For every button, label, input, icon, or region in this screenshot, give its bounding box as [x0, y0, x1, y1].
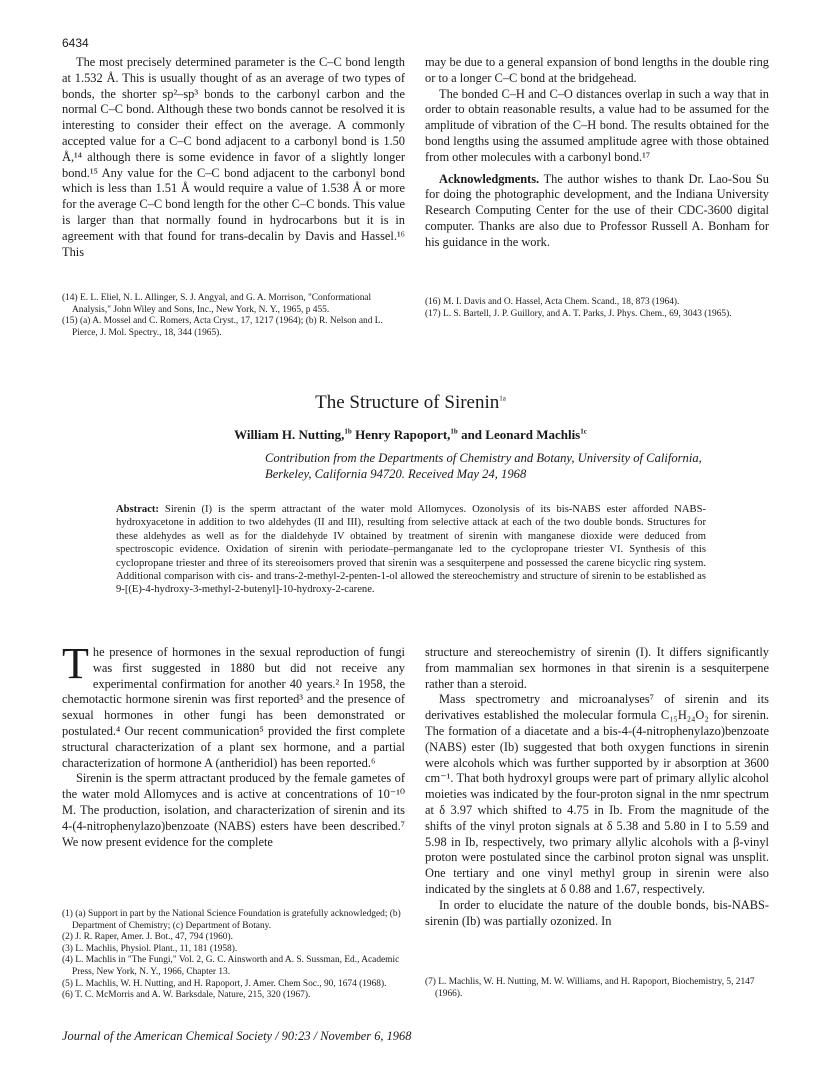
acknowledgments-heading: Acknowledgments.	[439, 171, 540, 186]
body-left-paragraph-2: Sirenin is the sperm attractant produced by the female gametes of the water mold Allomyces and is active at concentrations of 10⁻¹⁰ M. The production, isolation, and characterization of sirenin and its 4-(4-nitrophenylazo)benzoate (NABS) esters have been described.⁷ We now present evidence for the complete	[62, 771, 405, 849]
author-machlis: and Leonard Machlis	[461, 427, 581, 442]
footnote-3: (3) L. Machlis, Physiol. Plant., 11, 181 (1958).	[62, 943, 238, 954]
author-sup: 1b	[344, 427, 352, 436]
acknowledgments	[425, 172, 769, 251]
footnote-6: (6) T. C. McMorris and A. W. Barksdale, Nature, 215, 320 (1967).	[62, 990, 311, 1001]
body-right-paragraph-1: structure and stereochemistry of sirenin (I). It differs significantly from mammalian sex hormones in that sirenin is a sesquiterpene rather than a steroid.	[425, 645, 769, 691]
acknowledgments-text: The author wishes to thank Dr. Lao-Sou Su for doing the photographic development, and the Indiana University Research Computing Center for the use of their CDC-3600 digital computer. Thanks are also due to Professor Russell A. Bonham for his guidance in the work.	[425, 171, 769, 249]
author-sup: 1b	[450, 427, 458, 436]
author-rapoport: Henry Rapoport,	[355, 427, 451, 442]
footnote-17: (17) L. S. Bartell, J. P. Guillory, and A. T. Parks, J. Phys. Chem., 69, 3043 (1965).	[425, 308, 732, 319]
footnote-7: (7) L. Machlis, W. H. Nutting, M. W. Williams, and H. Rapoport, Biochemistry, 5, 2147 (1966).	[425, 977, 755, 999]
footnote-4: (4) L. Machlis in "The Fungi," Vol. 2, G. C. Ainsworth and A. S. Sussman, Ed., Academic Press, New York, N. Y., 1966, Chapter 13.	[62, 955, 400, 977]
body-right-footnotes	[425, 977, 769, 1000]
affiliation: Contribution from the Departments of Chemistry and Botany, University of California, Berkeley, California 94720. Received May 24, 1968	[265, 451, 702, 481]
body-left-footnotes	[62, 909, 405, 1002]
footnote-14: (14) E. L. Eliel, N. L. Allinger, S. J. Angyal, and G. A. Morrison, "Conformational Analysis," John Wiley and Sons, Inc., New York, N. Y., 1965, p 455.	[62, 293, 372, 315]
top-left-footnotes	[62, 293, 405, 339]
article-title	[0, 392, 821, 414]
body-right-column	[425, 645, 769, 929]
body-right-paragraph-2: Mass spectrometry and microanalyses⁷ of sirenin and its derivatives established the molecular formula C₁₅H₂₄O₂ for sirenin. The formation of a diacetate and a bis-4-(4-nitrophenylazo)benzoate (NABS) ester (Ib) suggested that both oxygen functions in sirenin were alcohols which was further supported by ir absorption at 3600 cm⁻¹. That both hydroxyl groups were part of primary allylic alcohol moieties was indicated by the four-proton signal in the nmr spectrum at δ 3.97 which shifted to 4.75 in Ib. From the magnitude of the shifts of the vinyl proton signals at δ 5.38 and 5.80 in I to 5.59 and 5.98 in Ib, respectively, two primary allylic alcohols with a β-vinyl proton were postulated since the carbinol proton signal was unsplit. One tertiary and one vinyl methyl group in sirenin were also indicated by the singlets at δ 0.88 and 1.67, respectively.	[425, 692, 769, 896]
top-right-paragraph-2: The bonded C–H and C–O distances overlap in such a way that in order to obtain reasonable results, a value had to be assumed for the amplitude of vibration of the C–H bond. The results obtained for the bond lengths using the assumed amplitude agree with those obtained from other molecules with a carbonyl bond.¹⁷	[425, 86, 769, 164]
body-left-column	[62, 639, 405, 850]
abstract	[116, 503, 706, 597]
footnote-1: (1) (a) Support in part by the National Science Foundation is gratefully acknowledged; (b) Department of Chemistry; (c) Department of Botany.	[62, 909, 401, 931]
footnote-2: (2) J. R. Raper, Amer. J. Bot., 47, 794 (1960).	[62, 932, 233, 943]
author-nutting: William H. Nutting,	[234, 427, 345, 442]
page-number: 6434	[62, 36, 89, 50]
author-sup: 1c	[580, 427, 587, 436]
top-left-column	[62, 55, 405, 260]
body-left-paragraph-1-text: he presence of hormones in the sexual reproduction of fungi was first suggested in 1880 but did not receive any experimental confirmation for another 40 years.² In 1958, the chemotactic hormone sirenin was first reported³ and the presence of sexual hormones in other fungi has been demonstrated or postulated.⁴ Our recent communication⁵ provided the first complete structural characterization of a plant sex hormone, and a partial characterization of hormone A (antheridiol) has been reported.⁶	[62, 645, 405, 770]
article-title-text: The Structure of Sirenin	[315, 392, 500, 413]
drop-cap: T	[62, 639, 89, 688]
top-left-paragraph: The most precisely determined parameter is the C–C bond length at 1.532 Å. This is usually thought of as an average of two types of bonds, the shorter sp²–sp³ bonds to the carbonyl carbon and the normal C–C bond. Although these two bonds cannot be resolved it is interesting to consider their effect on the average. A commonly accepted value for a C–C bond adjacent to a carbonyl bond is 1.50 Å,¹⁴ although there is some evidence in favor of a slightly longer bond.¹⁵ Any value for the C–C bond adjacent to the carbonyl bond which is less than 1.51 Å would require a value of 1.538 Å or more for the average C–C bond length for the other C–C bonds. This value is larger than that normally found in hydrocarbons but it is in agreement with that found for trans-decalin by Davis and Hassel.¹⁶ This	[62, 55, 405, 259]
top-right-footnotes	[425, 297, 769, 320]
body-right-paragraph-3: In order to elucidate the nature of the double bonds, bis-NABS-sirenin (Ib) was partially ozonized. In	[425, 897, 769, 928]
abstract-label: Abstract:	[116, 504, 159, 515]
top-right-paragraph-1: may be due to a general expansion of bond lengths in the double ring or to a longer C–C bond at the bridgehead.	[425, 55, 769, 85]
abstract-text: Sirenin (I) is the sperm attractant of the water mold Allomyces. Ozonolysis of its bis-NABS ester afforded NABS-hydroxyacetone in addition to two aldehydes (II and III), resulting from selective attack at each of the two double bonds. Structures for these aldehydes as well as for the dialdehyde IV obtained by treatment of sirenin with manganese dioxide were deduced from spectroscopic evidence. Oxidation of sirenin with periodate–permanganate led to the cyclopropane triester VI. Synthesis of this cyclopropane triester and three of its stereoisomers proved that sirenin was a sesquiterpene and possessed the carene bicyclic ring system. Additional comparison with cis- and trans-2-methyl-2-penten-1-ol allowed the stereochemistry and structure of sirenin to be established as 9-[(E)-4-hydroxy-3-methyl-2-butenyl]-10-hydroxy-2-carene.	[116, 504, 706, 596]
footnote-5: (5) L. Machlis, W. H. Nutting, and H. Rapoport, J. Amer. Chem Soc., 90, 1674 (1968).	[62, 978, 387, 989]
article-title-sup: 1a	[499, 394, 506, 403]
author-list	[0, 427, 821, 443]
body-left-paragraph-1	[62, 639, 405, 771]
top-right-column	[425, 55, 769, 251]
footnote-15: (15) (a) A. Mossel and C. Romers, Acta Cryst., 17, 1217 (1964); (b) R. Nelson and L. Pierce, J. Mol. Spectry., 18, 344 (1965).	[62, 316, 383, 338]
footnote-16: (16) M. I. Davis and O. Hassel, Acta Chem. Scand., 18, 873 (1964).	[425, 297, 680, 307]
journal-footer: Journal of the American Chemical Society / 90:23 / November 6, 1968	[62, 1029, 412, 1043]
